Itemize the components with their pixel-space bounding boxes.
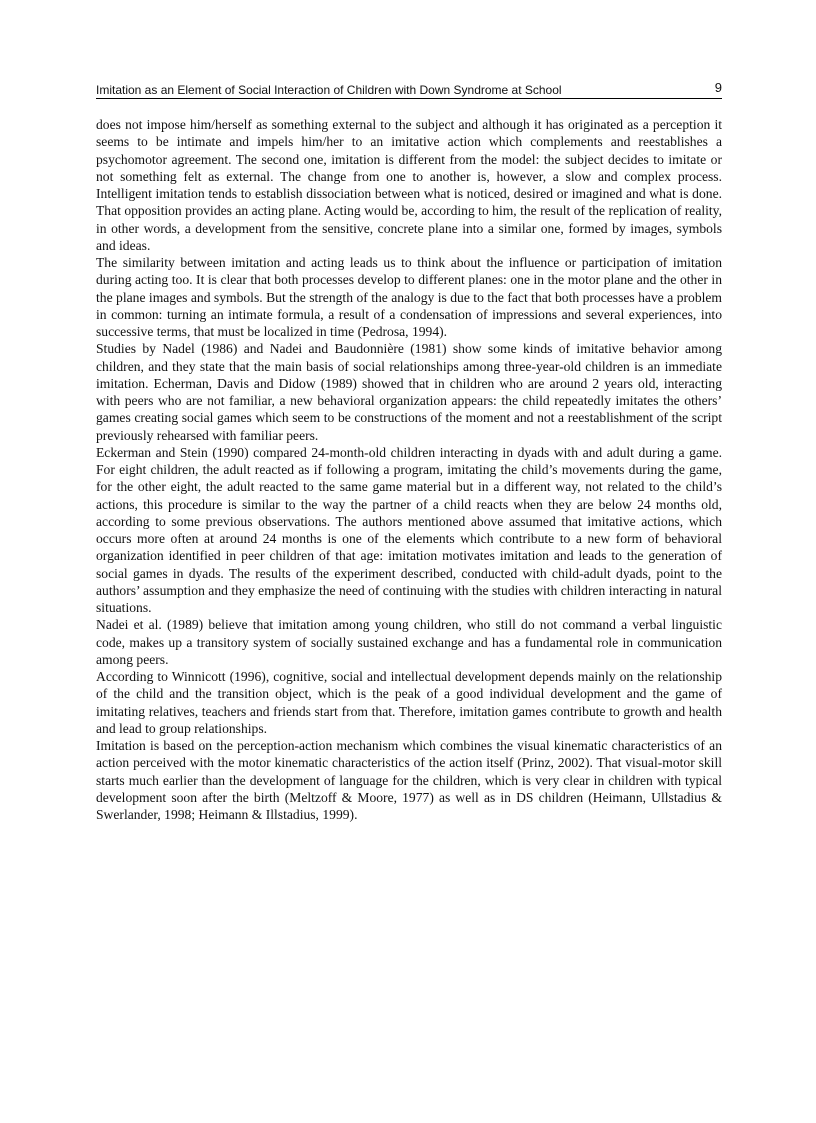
body-text	[96, 116, 722, 823]
paragraph: does not impose him/herself as something external to the subject and although it has originated as a perception it seems to be intimate and impels him/her to an imitative action which complements and reestablishes a psychomotor agreement. The second one, imitation is different from the model: the subject decides to imitate or not something felt as external. The change from one to another is, however, a slow and complex process. Intelligent imitation tends to establish dissociation between what is noticed, desired or imagined and what is done. That opposition provides an acting plane. Acting would be, according to him, the result of the replication of reality, in other words, a development from the sensitive, concrete plane into a similar one, formed by images, symbols and ideas.	[96, 117, 722, 253]
paragraph: According to Winnicott (1996), cognitive, social and intellectual development depends mainly on the relationship of the child and the transition object, which is the peak of a good individual development and the game of imitating relatives, teachers and friends start from that. Therefore, imitation games contribute to growth and health and lead to group relationships.	[96, 669, 722, 736]
page-number: 9	[714, 80, 722, 95]
paragraph: Nadei et al. (1989) believe that imitation among young children, who still do not command a verbal linguistic code, makes up a transitory system of socially sustained exchange and has a fundamental role in communication among peers.	[96, 617, 722, 667]
running-header	[96, 80, 722, 99]
paragraph: Imitation is based on the perception-action mechanism which combines the visual kinematic characteristics of an action perceived with the motor kinematic characteristics of the action itself (Prinz, 2002). That visual-motor skill starts much earlier than the development of language for the children, which is very clear in children with typical development soon after the birth (Meltzoff & Moore, 1977) as well as in DS children (Heimann, Ullstadius & Swerlander, 1998; Heimann & Illstadius, 1999).	[96, 738, 722, 822]
paragraph: Studies by Nadel (1986) and Nadei and Baudonnière (1981) show some kinds of imitative behavior among children, and they state that the main basis of social relationships among three-year-old children is an immediate imitation. Echerman, Davis and Didow (1989) showed that in children who are around 2 years old, interacting with peers who are not familiar, a new behavioral organization appears: the child repeatedly imitates the others’ games creating social games which seem to be constructions of the moment and not a reestablishment of the script previously rehearsed with familiar peers.	[96, 341, 722, 443]
paragraph: Eckerman and Stein (1990) compared 24-month-old children interacting in dyads with and adult during a game. For eight children, the adult reacted as if following a program, imitating the child’s movements during the game, for the other eight, the adult reacted to the same game material but in a different way, not related to the child’s actions, this procedure is similar to the way the partner of a child reacts when they are below 24 months old, according to some previous observations. The authors mentioned above assumed that imitative actions, which occurs more often at around 24 months is one of the elements which contribute to a new form of behavioral organization identified in peer children of that age: imitation motivates imitation and leads to the generation of social games in dyads. The results of the experiment described, conducted with child-adult dyads, point to the authors’ assumption and they emphasize the need of continuing with the studies with children interacting in natural situations.	[96, 444, 722, 615]
paragraph: The similarity between imitation and acting leads us to think about the influence or participation of imitation during acting too. It is clear that both processes develop to different planes: one in the motor plane and the other in the plane images and symbols. But the strength of the analogy is due to the fact that both processes have a problem in common: turning an intimate formula, a result of a condensation of impressions and several experiences, into successive terms, that must be localized in time (Pedrosa, 1994).	[96, 255, 722, 339]
running-title: Imitation as an Element of Social Interaction of Children with Down Syndrome at School	[96, 83, 562, 97]
